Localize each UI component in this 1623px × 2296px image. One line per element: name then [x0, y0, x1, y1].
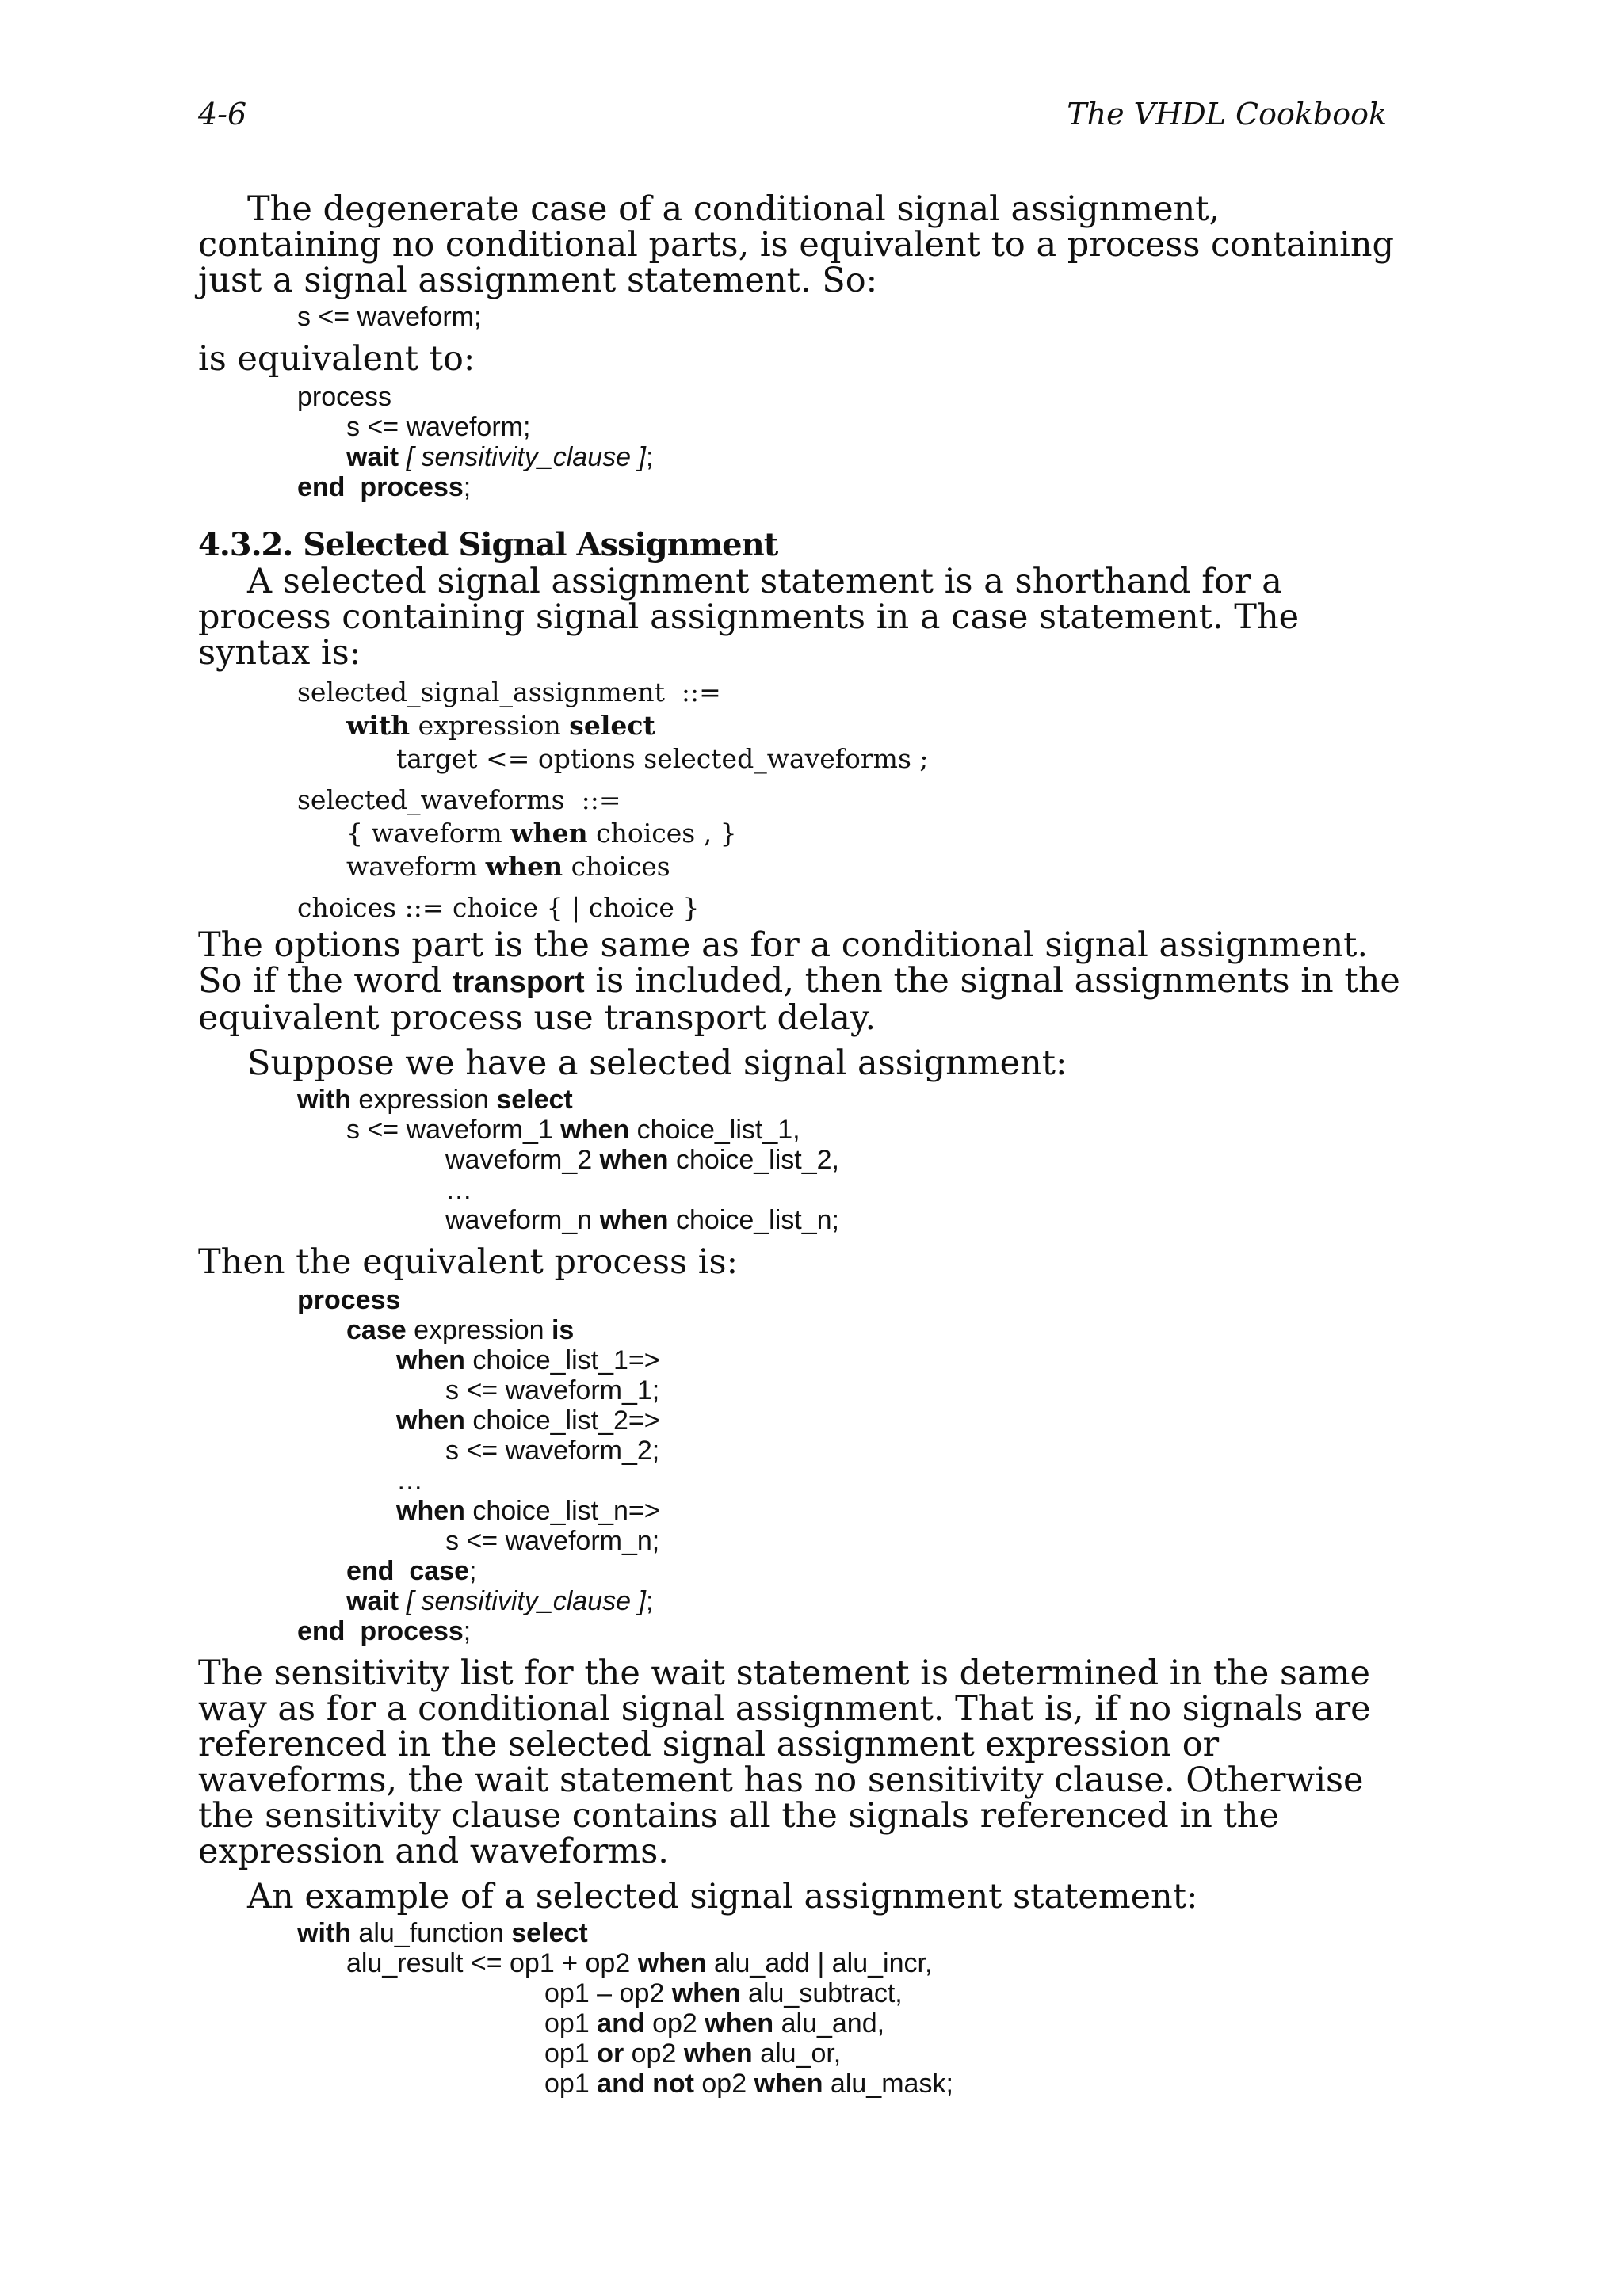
page-number: 4-6	[198, 97, 247, 132]
code-line: end process;	[297, 1616, 472, 1646]
options-paragraph: The options part is the same as for a conditional signal assignment. So if the word transport is included, then the signal assignments in the equivalent process use transport delay.	[198, 925, 1400, 1038]
code-line: wait [ sensitivity_clause ];	[346, 442, 654, 472]
equivalent-text: is equivalent to:	[198, 339, 475, 379]
syntax-grammar	[198, 676, 1403, 925]
code-line: op1 and not op2 when alu_mask;	[544, 2069, 953, 2099]
code-line: op1 or op2 when alu_or,	[544, 2039, 842, 2069]
code-line: when choice_list_2=>	[396, 1405, 660, 1436]
alu-example-code	[198, 1918, 1403, 2099]
section-title: 4.3.2. Selected Signal Assignment	[198, 526, 778, 563]
code-line: end case;	[346, 1556, 477, 1586]
code-line: waveform_2 when choice_list_2,	[445, 1145, 840, 1175]
selected-assignment-example	[198, 1085, 1403, 1235]
code-line: with alu_function select	[297, 1918, 588, 1948]
code-line: alu_result <= op1 + op2 when alu_add | alu_incr,	[346, 1948, 933, 1978]
code-line: …	[445, 1175, 472, 1205]
code-line: s <= waveform;	[346, 412, 531, 442]
code-line: process	[297, 382, 392, 412]
page-content	[198, 189, 1403, 2099]
book-title: The VHDL Cookbook	[1067, 97, 1387, 132]
grammar-line: target <= options selected_waveforms ;	[396, 743, 929, 774]
suppose-text: Suppose we have a selected signal assignment:	[247, 1043, 1067, 1083]
grammar-line: { waveform when choices , }	[346, 818, 737, 849]
code-line: s <= waveform_1 when choice_list_1,	[346, 1115, 800, 1145]
simple-assignment-code: s <= waveform;	[297, 302, 482, 332]
code-line: waveform_n when choice_list_n;	[445, 1205, 840, 1235]
code-line: s <= waveform_2;	[445, 1436, 660, 1466]
code-line: s <= waveform_n;	[445, 1526, 660, 1556]
example-text: An example of a selected signal assignment statement:	[247, 1877, 1198, 1917]
intro-paragraph: The degenerate case of a conditional signal assignment, containing no conditional parts, is equivalent to a process containing just a signal assignment statement. So:	[198, 189, 1395, 300]
code-line: op1 and op2 when alu_and,	[544, 2008, 885, 2039]
equivalent-process-code	[198, 1285, 1403, 1646]
grammar-line: choices ::= choice { | choice }	[297, 892, 700, 923]
code-line: end process;	[297, 472, 472, 502]
code-line: process	[297, 1285, 401, 1315]
code-line: wait [ sensitivity_clause ];	[346, 1586, 654, 1616]
page-header	[198, 97, 1387, 141]
grammar-line: selected_signal_assignment ::=	[297, 677, 721, 707]
section-intro-paragraph: A selected signal assignment statement is a shorthand for a process containing signal assignments in a case statement. The syntax is:	[198, 562, 1300, 673]
code-line: op1 – op2 when alu_subtract,	[544, 1978, 903, 2008]
code-line: with expression select	[297, 1085, 573, 1115]
grammar-line: selected_waveforms ::=	[297, 784, 621, 815]
grammar-line: waveform when choices	[346, 851, 670, 882]
process-code-block	[198, 382, 1403, 502]
code-line: …	[396, 1466, 423, 1496]
code-line: when choice_list_1=>	[396, 1345, 660, 1375]
sensitivity-paragraph: The sensitivity list for the wait statement is determined in the same way as for a conditional signal assignment. That is, if no signals are referenced in the selected signal assignment expression or waveforms, the wait statement has no sensitivity clause. Otherwise the sensitivity clause contains all the signals referenced in the expression and waveforms.	[198, 1653, 1371, 1871]
code-line: when choice_list_n=>	[396, 1496, 660, 1526]
then-text: Then the equivalent process is:	[198, 1242, 739, 1282]
code-line: case expression is	[346, 1315, 575, 1345]
grammar-line: with expression select	[346, 710, 655, 741]
code-line: s <= waveform_1;	[445, 1375, 660, 1405]
